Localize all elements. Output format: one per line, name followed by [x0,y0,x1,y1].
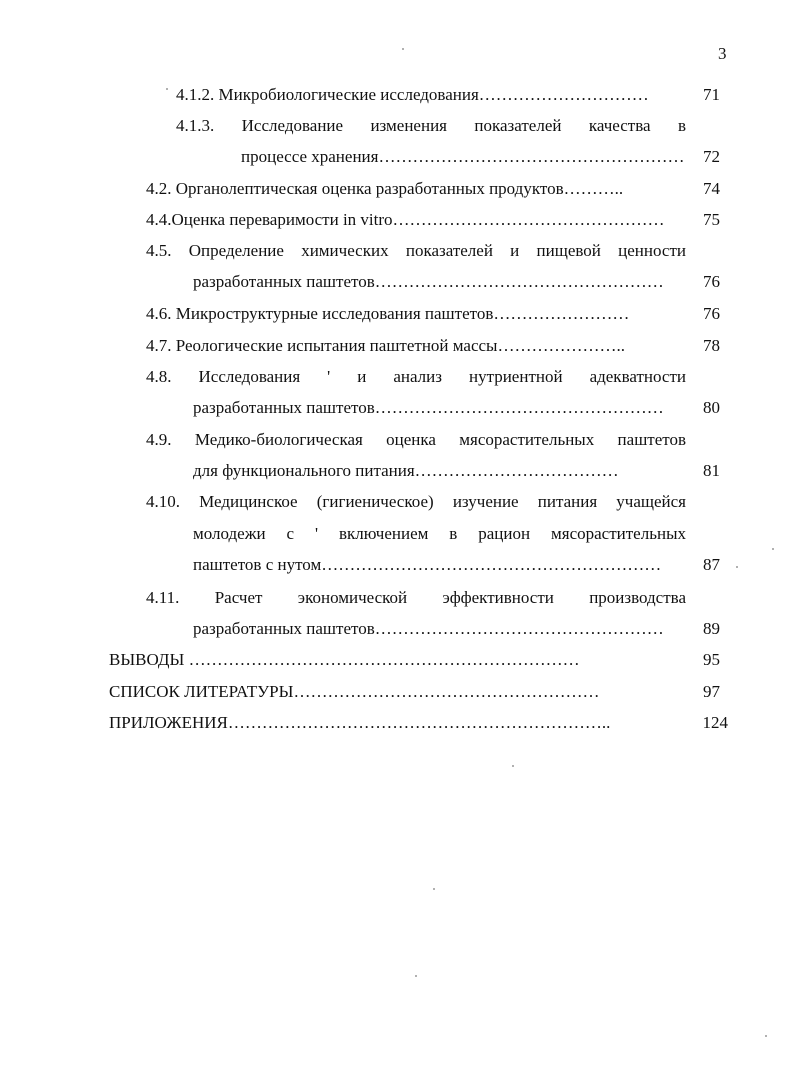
toc-entry-title: СПИСОК ЛИТЕРАТУРЫ [109,682,294,701]
toc-page-number: 81 [703,461,720,480]
toc-entry-4-10-continuation [193,555,684,575]
toc-page-number: 80 [703,398,720,417]
toc-leader: …………………………………………………… [321,555,662,574]
toc-leader: ………………………………………………………….. [227,713,611,732]
toc-leader: …………………………………………… [374,398,664,417]
toc-page-number: 72 [703,147,720,166]
scan-speck [512,765,514,767]
toc-entry-title: ВЫВОДЫ [109,650,185,669]
toc-entry-4-7 [146,336,684,356]
toc-page-number: 124 [702,713,728,732]
toc-entry-title: 4.7. Реологические испытания паштетной массы [146,336,498,355]
toc-entry-title: 4.2. Органолептическая оценка разработанных продуктов [146,179,564,198]
toc-entry-4-1-2 [176,85,684,105]
toc-leader: …………………………………………… [374,619,664,638]
toc-leader: ……………………………… [414,461,619,480]
toc-entry-4-5-continuation [193,272,684,292]
toc-entry-4-11: 4.11. Расчет экономической эффективности производства [146,588,686,607]
toc-entry-4-1-3: 4.1.3. Исследование изменения показателей качества в [176,116,686,135]
toc-entry-title: паштетов с нутом [193,555,322,574]
toc-entry-4-10: 4.10. Медицинское (гигиеническое) изучение питания учащейся [146,492,686,511]
toc-leader: ………………….. [497,336,625,355]
page-number: 3 [718,44,727,63]
toc-leader: …………………………………………………………… [184,650,580,669]
toc-leader: ………………………………………… [392,210,665,229]
toc-entry-literature [109,682,684,702]
toc-leader: ……………………………………………… [378,147,684,166]
toc-entry-title: разработанных паштетов [193,398,375,417]
toc-page-number: 74 [703,179,720,198]
toc-entry-4-9: 4.9. Медико-биологическая оценка мясорастительных паштетов [146,430,686,449]
toc-leader: ……….. [563,179,624,198]
toc-entry-vyvody [109,650,684,670]
toc-entry-4-6 [146,304,684,324]
toc-entry-title: ПРИЛОЖЕНИЯ [109,713,228,732]
toc-entry-title: процессе хранения [241,147,379,166]
toc-page-number: 76 [703,304,720,323]
toc-entry-4-1-3-continuation [241,147,684,167]
toc-entry-4-10-line-2: молодежи с ' включением в рацион мясорастительных [193,524,686,543]
toc-page-number: 89 [703,619,720,638]
toc-page-number: 75 [703,210,720,229]
toc-page-number: 87 [703,555,720,574]
toc-entry-4-8-continuation [193,398,684,418]
toc-entry-title: для функционального питания [193,461,415,480]
scan-speck [772,548,774,550]
scan-speck [415,975,417,977]
toc-entry-title: 4.1.2. Микробиологические исследования [176,85,479,104]
toc-leader: …………………… [493,304,630,323]
toc-entry-4-9-continuation [193,461,684,481]
toc-entry-title: разработанных паштетов [193,272,375,291]
toc-page-number: 71 [703,85,720,104]
scan-speck [736,566,738,568]
toc-leader: ………………………… [478,85,649,104]
toc-entry-appendices [109,713,684,733]
toc-page-number: 95 [703,650,720,669]
scan-speck [402,48,404,50]
toc-entry-title: разработанных паштетов [193,619,375,638]
toc-entry-4-4 [146,210,684,230]
toc-entry-4-8: 4.8. Исследования ' и анализ нутриентной адекватности [146,367,686,386]
toc-leader: ……………………………………………… [293,682,600,701]
scan-speck [166,88,168,90]
toc-entry-title: 4.4.Оценка переваримости in vitro [146,210,393,229]
toc-entry-4-11-continuation [193,619,684,639]
scan-speck [765,1035,767,1037]
toc-page-number: 76 [703,272,720,291]
toc-leader: …………………………………………… [374,272,664,291]
toc-entry-4-2 [146,179,684,199]
toc-page-number: 97 [703,682,720,701]
toc-entry-title: 4.6. Микроструктурные исследования паштетов [146,304,494,323]
toc-entry-4-5: 4.5. Определение химических показателей и пищевой ценности [146,241,686,260]
scan-speck [433,888,435,890]
toc-page-number: 78 [703,336,720,355]
